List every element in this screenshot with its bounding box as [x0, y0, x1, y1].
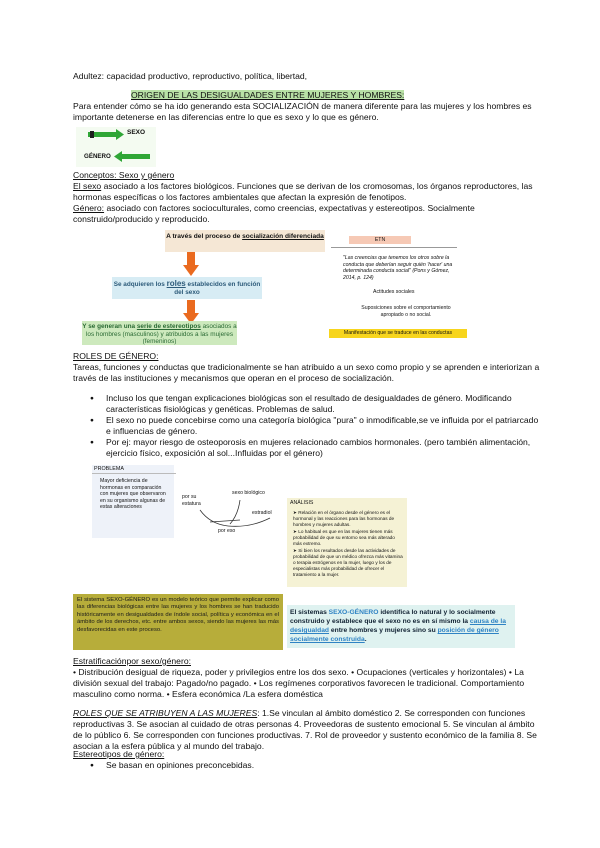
- note-divider: [331, 247, 457, 248]
- note-quote: "Las creencias que tenemos los otros sobre la conducta que deberían seguir quién 'hacer' una determinada conducta social" (Pons y Gómez, 2014, p. 124): [343, 255, 453, 281]
- estratificacion-heading: Estratificaciónpor sexo/género:: [73, 656, 191, 666]
- sex-gender-graphic: [76, 127, 156, 167]
- flow-box2-emphasis: roles: [166, 279, 186, 288]
- genero-arrow-shaft: [122, 154, 150, 159]
- sexo-term: El sexo: [73, 181, 102, 191]
- flow-arrow-1-head: [183, 265, 199, 276]
- note-line1: Actitudes sociales: [373, 289, 415, 295]
- flow-box3-rest: asociados a los hombres (masculinos) y atribuidos a las mujeres (femeninos): [85, 323, 237, 346]
- note-label: ETN: [349, 236, 411, 244]
- roles-text: Tareas, funciones y conductas que tradicionalmente se han atribuido a un sexo como propio y se aprenden e interiorizan a través de las instituciones y mecanismos que operan en el proceso de socialización.: [73, 362, 540, 383]
- roles-heading: ROLES DE GÉNERO:: [73, 351, 159, 361]
- intro-line: Adultez: capacidad productivo, reproductivo, política, libertad,: [73, 71, 308, 81]
- sexo-label: SEXO: [127, 129, 146, 136]
- analisis-item-3-text: Si bien los resultados desde las actividades de probabilidad de que un médico ofrezca más vitamina o terapia estrógenos en la mujer, luego y los de especialistas más probabilidad de ofrecer el tratamiento a la mujer.: [293, 548, 403, 577]
- concepts-genero: [73, 203, 543, 225]
- roles-bullet-1: ● Incluso los que tengan explicaciones biológicas son el resultado de desigualdades de género. Modificando características fisiológicas y genéticas. Problemas de salud.: [86, 393, 541, 415]
- mini-label-left: por su estatura: [182, 494, 201, 507]
- flow-box1-text: A través del proceso de: [166, 233, 243, 240]
- estereotipos-bullet-1: ● Se basan en opiniones preconcebidas.: [86, 760, 541, 771]
- concepts-heading: Conceptos: Sexo y género: [73, 170, 175, 180]
- genero-definition: asociado con factores socioculturales, como creencias, expectativas y estereotipos. Socialmente construido/producido y reproducido.: [73, 203, 475, 224]
- estratificacion-text: • Distribución desigual de riqueza, poder y privilegios entre los dos sexo. • Ocupaciones (verticales y horizontales) • La división sexual del trabajo: Pagado/no pagado. • Los regímenes corporativos favorecen le tradicional. Comportamiento masculino como norma. • Esfera económica /La esfera doméstica: [73, 667, 525, 699]
- sexo-arrow-head: [116, 129, 124, 140]
- mini-diagram: [180, 490, 275, 534]
- analisis-item-1: ➤ Relación en el órgano desde el género es el hormonal y las reacciones para las hormonas de hombres y mujeres adultas.: [293, 510, 395, 527]
- note-box: [327, 233, 467, 343]
- problema-box: [92, 465, 174, 538]
- sistema-box-right: [287, 605, 515, 648]
- flow-box2-rest: establecidos en función del sexo: [174, 281, 261, 296]
- analisis-item-1-text: Relación en el órgano desde el género es el hormonal y las reacciones para las hormonas de hombres y mujeres adultas.: [293, 510, 395, 527]
- sistema-right-f: posición de género socialmente construida: [290, 627, 499, 643]
- note-footer: Manifestación que se traduce en las conductas: [329, 329, 467, 338]
- flow-box2-text: Se adquieren los: [113, 281, 167, 288]
- flow-box3-emphasis: serie de estereotipos: [136, 323, 201, 330]
- section-intro: Para entender cómo se ha ido generando esta SOCIALIZACIÓN de manera diferente para las mujeres y los hombres es importante detenerse en las diferencias entre lo que es sexo y lo que es género.: [73, 101, 532, 122]
- estereotipos-bullets: [86, 760, 541, 771]
- flow-box3-text: Y se generan una: [82, 323, 137, 330]
- analisis-item-2: ➤ Lo habitual es que en las mujeres tienen más probabilidad de que su entorno sea más alterado más extremo.: [293, 529, 395, 546]
- sexo-definition: asociado a los factores biológicos. Funciones que se derivan de los cromosomas, los órganos reproductores, las hormonas específicas o los factores ambientales que afectan la expresión de fenotipos.: [73, 181, 533, 202]
- flow-arrow-1: [183, 252, 199, 276]
- sistema-right-d: causa de la desigualdad: [290, 618, 506, 634]
- problema-title: PROBLEMA: [92, 465, 176, 474]
- sistema-box-left: El sistema SEXO-GÉNERO es un modelo teórico que permite explicar como las diferencias biológicas entre las mujeres y los hombres se han traducido históricamente en desigualdades de índole social, política y económica en el ámbito de los derechos, etc. entre ambos sexos, siendo las mujeres las más desfavorecidas en este proceso.: [73, 594, 283, 650]
- problema-text: Mayor deficiencia de hormonas en comparación con mujeres que observaron en su organismo algunas de estas alteraciones: [100, 478, 166, 511]
- analisis-box: [287, 498, 407, 587]
- roles-mujeres-heading: ROLES QUE SE ATRIBUYEN A LAS MUJERES: [73, 708, 258, 718]
- roles-mujeres: [73, 708, 543, 752]
- section-title-text: ORIGEN DE LAS DESIGUALDADES ENTRE MUJERES Y HOMBRES:: [131, 90, 405, 100]
- genero-label: GÉNERO: [84, 153, 111, 160]
- analisis-item-3: ➤ Si bien los resultados desde las actividades de probabilidad de que un médico ofrezca más vitamina o terapia estrógenos en la mujer, luego y los de especialistas más probabilidad de ofrecer el tratamiento a la mujer.: [293, 548, 403, 577]
- analisis-item-2-text: Lo habitual es que en las mujeres tienen más probabilidad de que su entorno sea más alterado más extremo.: [293, 529, 395, 546]
- flow-box-socializacion: [165, 230, 325, 252]
- genero-term: Género:: [73, 203, 105, 213]
- flow-arrow-1-shaft: [187, 252, 195, 265]
- genero-arrow-head: [114, 151, 122, 162]
- mini-label-top: sexo biológico: [232, 490, 265, 496]
- flow-box-roles: [112, 277, 262, 299]
- roles-bullet-2: ● El sexo no puede concebirse como una categoría biológica "pura" o inmodificable,se ve influida por el patriarcado e influencias de género.: [86, 415, 541, 437]
- sexo-arrow-tail: [90, 131, 94, 138]
- concepts-sexo: [73, 181, 543, 203]
- sistema-right-e: entre hombres y mujeres sino su: [329, 627, 438, 634]
- mini-edge-4: [210, 520, 240, 522]
- flow-arrow-2-shaft: [187, 300, 195, 313]
- mini-label-mid: por eso: [218, 528, 236, 534]
- sistema-right-b: SEXO-GÉNERO: [328, 609, 379, 616]
- mini-edge-1: [200, 510, 228, 526]
- section-title: [131, 90, 404, 101]
- sistema-right-g: .: [364, 636, 367, 643]
- note-line2: Suposiciones sobre el comportamiento apropiado o no social.: [361, 305, 451, 318]
- roles-mujeres-text: : 1.Se vinculan al ámbito doméstico 2. Se corresponden con funciones reproductivas 3. Se asocian al cuidado de otras personas 4. Proveedoras de sustento emocional 5. Se vinculan al ámbito de lo público 6. Se corresponden con funciones productivas. 7. Rol de proveedor y sustento económico de la familia 8. Se asocian a la esfera pública y al mundo del trabajo.: [73, 708, 537, 751]
- roles-bullets: [86, 393, 541, 459]
- estereotipos-heading: Estereotipos de género:: [73, 749, 165, 759]
- flow-box-estereotipos: [82, 321, 237, 345]
- flow-box1-emphasis: socialización diferenciada: [242, 233, 324, 240]
- mini-edge-2: [228, 518, 270, 526]
- sistema-right-c: identifica lo natural y lo socialmente construido y establece que el sexo no es en sí mismo la: [290, 609, 496, 625]
- mini-label-right: estradiol: [252, 510, 272, 516]
- sistema-right-a: El sistemas: [290, 609, 329, 616]
- roles-bullet-3: ● Por ej: mayor riesgo de osteoporosis en mujeres relacionado cambios hormonales. (pero también alimentación, ejercicio físico, exposición al sol...Influidas por el género): [86, 437, 541, 459]
- analisis-title: ANÁLISIS: [290, 500, 314, 506]
